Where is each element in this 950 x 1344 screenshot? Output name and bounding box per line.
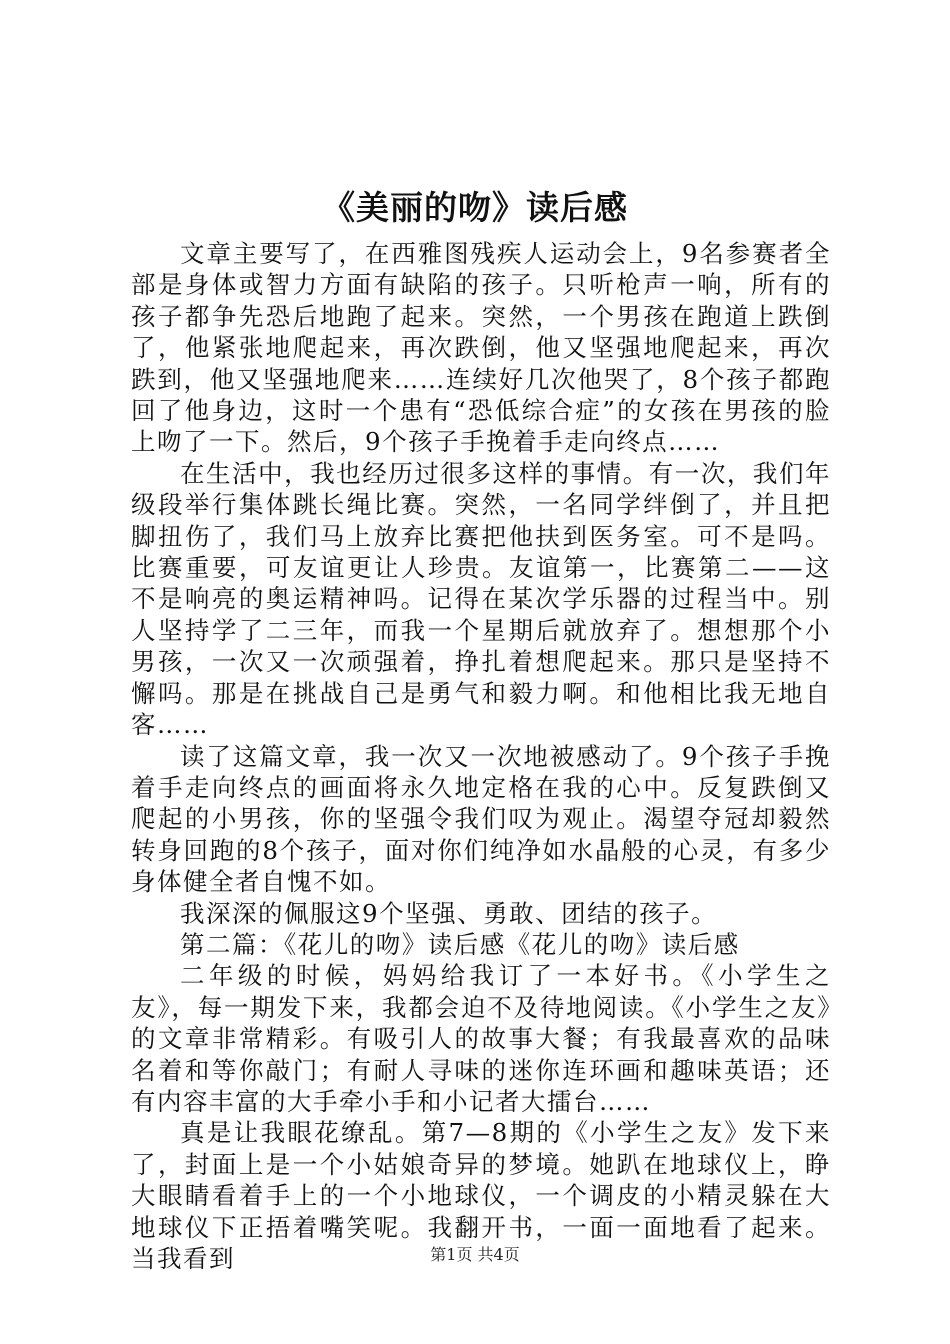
paragraph: 真是让我眼花缭乱。第7—8期的《小学生之友》发下来了，封面上是一个小姑娘奇异的梦境。她趴在地球仪上，睁大眼睛看着手上的一个小地球仪，一个调皮的小精灵躲在大地球仪下正捂着嘴笑呢。我翻开书，一面一面地看了起来。当我看到 bbox=[131, 1118, 831, 1273]
paragraph: 在生活中，我也经历过很多这样的事情。有一次，我们年级段举行集体跳长绳比赛。突然，一名同学绊倒了，并且把脚扭伤了，我们马上放弃比赛把他扶到医务室。可不是吗。比赛重要，可友谊更让人珍贵。友谊第一，比赛第二——这不是响亮的奥运精神吗。记得在某次学乐器的过程当中。别人坚持学了二三年，而我一个星期后就放弃了。想想那个小男孩，一次又一次顽强着，挣扎着想爬起来。那只是坚持不懈吗。那是在挑战自己是勇气和毅力啊。和他相比我无地自客…… bbox=[131, 458, 831, 740]
paragraph: 读了这篇文章，我一次又一次地被感动了。9个孩子手挽着手走向终点的画面将永久地定格在我的心中。反复跌倒又爬起的小男孩，你的坚强令我们叹为观止。渴望夺冠却毅然转身回跑的8个孩子，面对你们纯净如水晶般的心灵，有多少身体健全者自愧不如。 bbox=[131, 741, 831, 897]
document-body bbox=[131, 238, 831, 1274]
paragraph: 第二篇：《花儿的吻》读后感《花儿的吻》读后感 bbox=[180, 929, 740, 959]
paragraph: 我深深的佩服这9个坚强、勇敢、团结的孩子。 bbox=[180, 898, 718, 928]
document-title: 《美丽的吻》读后感 bbox=[322, 188, 628, 227]
page-number-footer: 第1页 共4页 bbox=[430, 1245, 520, 1264]
paragraph: 文章主要写了，在西雅图残疾人运动会上，9名参赛者全部是身体或智力方面有缺陷的孩子。只听枪声一响，所有的孩子都争先恐后地跑了起来。突然，一个男孩在跑道上跌倒了，他紧张地爬起来，再次跌倒，他又坚强地爬起来，再次跌到，他又坚强地爬来……连续好几次他哭了，8个孩子都跑回了他身边，这时一个患有“恐低综合症”的女孩在男孩的脸上吻了一下。然后，9个孩子手挽着手走向终点…… bbox=[131, 239, 831, 457]
paragraph: 二年级的时候，妈妈给我订了一本好书。《小学生之友》，每一期发下来，我都会迫不及待地阅读。《小学生之友》的文章非常精彩。有吸引人的故事大餐；有我最喜欢的品味名着和等你敲门；有耐人寻味的迷你连环画和趣味英语；还有内容丰富的大手牵小手和小记者大擂台…… bbox=[131, 961, 831, 1116]
